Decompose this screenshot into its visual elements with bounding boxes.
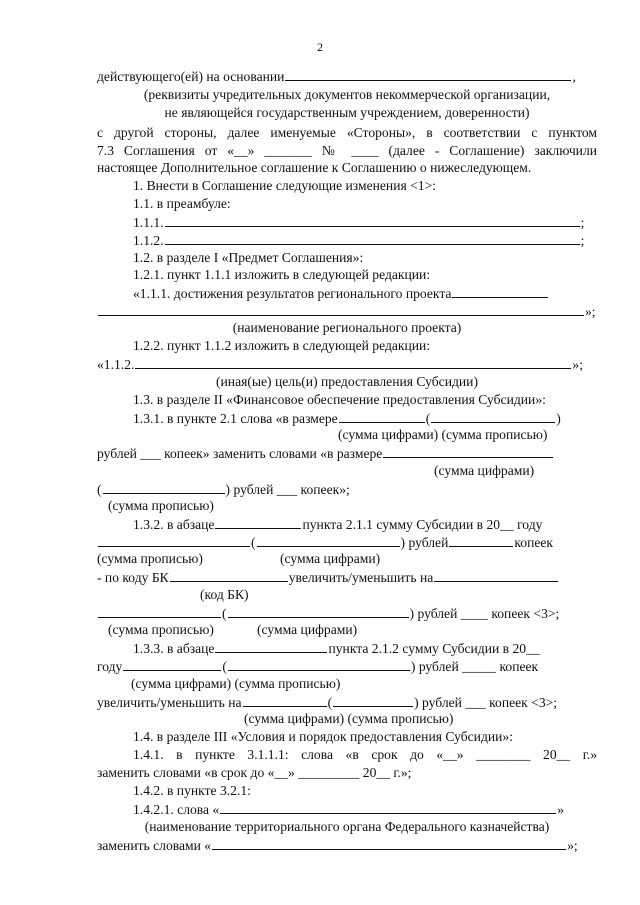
blank-field (228, 657, 410, 671)
text-line: 1.4.1. в пункте 3.1.1.1: слова «в срок до «__» ________ 20__ г.» (133, 747, 597, 762)
caption: (сумма цифрами) (сумма прописью) (131, 676, 341, 691)
blank-field (449, 533, 513, 547)
blank-field (98, 302, 584, 316)
blank-field (170, 568, 288, 582)
caption: (сумма цифрами) (сумма прописью) (338, 427, 548, 442)
text-line: ( ) рублей ____ копеек <3>; (97, 604, 597, 622)
text-line: 1.3.2. в абзаце пункта 2.1.1 сумму Субсидии в 20__ году (133, 517, 543, 532)
text-line: 1. Внести в Соглашение следующие изменения <1>: (133, 178, 437, 193)
blank-field (212, 836, 566, 850)
blank-field (98, 604, 221, 618)
text-line: 1.1. в преамбуле: (133, 196, 231, 211)
blank-field (165, 213, 580, 227)
text-line: заменить словами « »; (97, 838, 578, 853)
blank-field (431, 409, 555, 423)
text-line: »; (97, 302, 597, 320)
caption: (реквизиты учредительных документов некоммерческой организации, (143, 87, 551, 102)
blank-field (339, 409, 425, 423)
caption: (сумма прописью) (108, 622, 214, 637)
blank-field (383, 444, 553, 458)
blank-field (243, 693, 327, 707)
text-line: 1.1.1. ; (133, 215, 585, 230)
text-line: «1.1.2. »; (97, 357, 583, 372)
text-line: 1.3. в разделе II «Финансовое обеспечение предоставления Субсидии»: (133, 392, 546, 407)
text-line: 7.3 Соглашения от «__» _______ № ____ (далее - Соглашение) заключили (97, 143, 597, 158)
blank-field (285, 67, 571, 81)
caption: (наименование территориального органа Федерального казначейства) (144, 819, 550, 834)
blank-field (452, 284, 548, 298)
text-line: «1.1.1. достижения результатов регионального проекта (133, 284, 597, 302)
text-line: настоящее Дополнительное соглашение к Соглашению о нижеследующем. (97, 160, 532, 175)
caption: не являющейся государственным учреждением, доверенности) (164, 105, 530, 120)
blank-field (123, 657, 221, 671)
text-line: рублей ___ копеек» заменить словами «в размере (97, 444, 597, 462)
blank-field (434, 568, 558, 582)
blank-field (165, 231, 580, 245)
text-line: 1.1.2. ; (133, 233, 585, 248)
caption: (код БК) (200, 587, 249, 602)
text-line: 1.4. в разделе III «Условия и порядок предоставления Субсидии»: (133, 729, 513, 744)
blank-field (228, 604, 409, 618)
caption: (сумма цифрами) (434, 463, 535, 478)
text-line: 1.2. в разделе I «Предмет Соглашения»: (133, 250, 364, 265)
text-line: действующего(ей) на основании , (97, 69, 576, 84)
caption: (наименование регионального проекта) (232, 320, 462, 335)
text-line: 1.2.2. пункт 1.1.2 изложить в следующей редакции: (133, 338, 431, 353)
blank-field (220, 800, 556, 814)
blank-field (215, 639, 327, 653)
text-line: с другой стороны, далее именуемые «Стороны», в соответствии с пунктом (97, 125, 597, 140)
text-line: 1.3.3. в абзаце пункта 2.1.2 сумму Субсидии в 20__ (133, 641, 540, 656)
text-line: заменить словами «в срок до «__» _________ 20__ г.»; (97, 765, 412, 780)
blank-field (103, 480, 225, 494)
caption: (сумма прописью) (97, 551, 203, 566)
text-line: - по коду БК увеличить/уменьшить на (97, 568, 597, 586)
text-line: ( ) рублей ___ копеек»; (97, 482, 350, 497)
blank-field (98, 533, 250, 547)
caption: (сумма цифрами) (сумма прописью) (244, 711, 454, 726)
text-line: ( ) рублей копеек (97, 533, 597, 551)
caption: (сумма цифрами) (280, 551, 381, 566)
text-line: 1.3.1. в пункте 2.1 слова «в размере ( ) (133, 411, 561, 426)
blank-field (333, 693, 413, 707)
text-line: увеличить/уменьшить на ( ) рублей ___ копеек <3>; (97, 695, 558, 710)
caption: (иная(ые) цель(и) предоставления Субсидии) (216, 374, 478, 389)
text-line: 1.4.2. в пункте 3.2.1: (133, 783, 251, 798)
text-line: 1.4.2.1. слова « » (133, 802, 565, 817)
page-number: 2 (317, 40, 323, 54)
blank-field (257, 533, 400, 547)
text-line: 1.2.1. пункт 1.1.1 изложить в следующей редакции: (133, 267, 431, 282)
text-line: году ( ) рублей _____ копеек (97, 659, 539, 674)
caption: (сумма цифрами) (257, 622, 358, 637)
blank-field (135, 355, 571, 369)
caption: (сумма прописью) (108, 498, 214, 513)
blank-field (215, 515, 301, 529)
